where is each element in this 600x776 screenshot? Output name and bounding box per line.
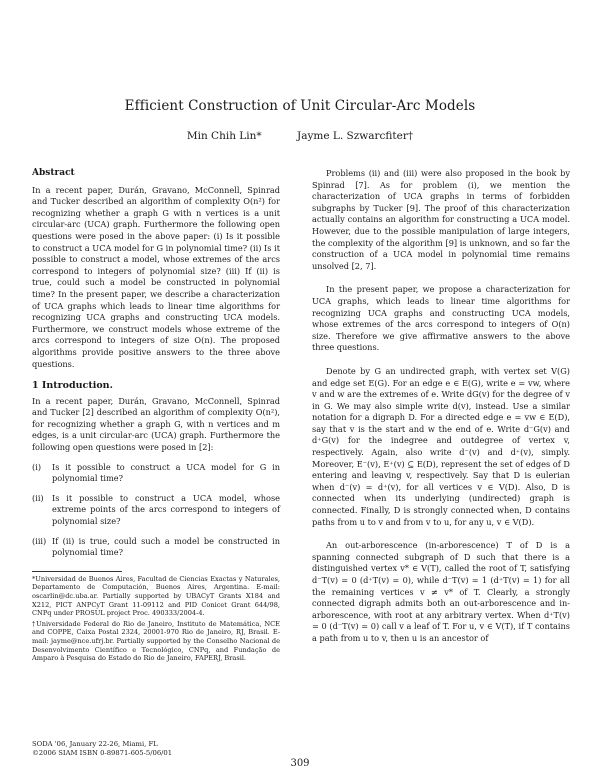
abstract-text: In a recent paper, Durán, Gravano, McConnell, Spinrad and Tucker described an algorithm of complexity O(n²) for recognizing whether a graph G with n vertices is a unit circular-arc (UCA) graph. Furthermore the following open questions were posed in the above paper: (i) Is it possible to construct a UCA model for G in polynomial time? (ii) Is it possible to construct a model, whose extremes of the arcs correspond to integers of polynomial size? (iii) If (ii) is true, could such a model be constructed in polynomial time? In the present paper, we describe a characterization of UCA graphs which leads to linear time algorithms for recognizing UCA graphs and constructing UCA models. Furthermore, we construct models whose extreme of the arcs correspond to integers of size O(n). The proposed algorithms provide positive answers to the three above questions.: [32, 184, 280, 369]
question-item: [32, 493, 280, 528]
page-number: 309: [290, 758, 310, 769]
intro-paragraph: In a recent paper, Durán, Gravano, McConnell, Spinrad and Tucker [2] described an algorithm of complexity O(n²), for recognizing whether a graph G, with n vertices and m edges, is a unit circular-arc (UCA) graph. Furthermore the following open questions were posed in [2]:: [32, 395, 280, 453]
question-item: [32, 536, 280, 559]
body-paragraph: Problems (ii) and (iii) were also proposed in the book by Spinrad [7]. As for problem (i), we mention the characterization of UCA graphs in terms of forbidden subgraphs by Tucker [9]. The proof of this characterization actually contains an algorithm for constructing a UCA model. However, due to the possible manipulation of large integers, the complexity of the algorithm [9] is unknown, and so far the construction of a UCA model in polynomial time remains unsolved [2, 7].: [312, 168, 570, 271]
footnote-divider: [32, 571, 122, 572]
body-paragraph: Denote by G an undirected graph, with vertex set V(G) and edge set E(G). For an edge e ∈ E(G), write e = vw, where v and w are the extremes of e. Write dG(v) for the degree of v in G. We may also simple write d(v), instead. Use a similar notation for a digraph D. For a directed edge e = vw ∈ E(D), say that v is the start and w the end of e. Write d⁻G(v) and d⁺G(v) for the indegree and outdegree of vertex v, respectively. Again, also write d⁻(v) and d⁺(v), simply. Moreover, E⁻(v), E⁺(v) ⊆ E(D), represent the set of edges of D entering and leaving v, respectively. Say that D is eulerian when d⁻(v) = d⁺(v), for all vertices v ∈ V(D). Also, D is connected when its underlying (undirected) graph is connected. Finally, D is strongly connected when, D contains paths from u to v and from v to u, for any u, v ∈ V(D).: [312, 365, 570, 527]
body-paragraph: In the present paper, we propose a characterization for UCA graphs, which leads to linear time algorithms for recognizing UCA graphs and constructing UCA models, whose extremes of the arcs correspond to integers of O(n) size. Therefore we give affirmative answers to the above three questions.: [312, 284, 570, 353]
author-2: Jayme L. Szwarcfiter†: [297, 130, 414, 142]
question-item: [32, 462, 280, 485]
body-paragraph: An out-arborescence (in-arborescence) T of D is a spanning connected subgraph of D such that there is a distinguished vertex v* ∈ V(T), called the root of T, satisfying d⁻T(v) = 0 (d⁺T(v) = 0), while d⁻T(v) = 1 (d⁺T(v) = 1) for all the remaining vertices v ≠ v* of T. Clearly, a strongly connected digraph admits both an out-arborescence and in-arborescence, with root at any arbitrary vertex. When d⁺T(v) = 0 (d⁻T(v) = 0) call v a leaf of T. For u, v ∈ V(T), if T contains a path from u to v, then u is an ancestor of: [312, 540, 570, 643]
author-line: [0, 130, 600, 142]
right-column: [312, 168, 570, 645]
paper-title: Efficient Construction of Unit Circular-Arc Models: [124, 98, 476, 114]
section-heading-introduction: 1 Introduction.: [32, 380, 113, 392]
author-1: Min Chih Lin*: [186, 130, 262, 142]
question-text: Is it possible to construct a UCA model for G in polynomial time?: [52, 461, 280, 484]
venue-line: SODA '06, January 22-26, Miami, FL: [32, 740, 158, 748]
abstract-heading: Abstract: [32, 168, 75, 178]
footnote-author-2: †Universidade Federal do Rio de Janeiro, Instituto de Matemática, NCE and COPPE, Caixa Postal 2324, 20001-970 Rio de Janeiro, RJ, Brasil. E-mail: jayme@nce.ufrj.br. Partially supported by the Conselho Nacional de Desenvolvimento Científico e Tecnológico, CNPq, and Fundação de Amparo à Pesquisa do Estado do Rio de Janeiro, FAPERJ, Brasil.: [32, 619, 280, 663]
question-number: (iii): [32, 535, 47, 546]
question-number: (ii): [32, 492, 44, 503]
question-text: If (ii) is true, could such a model be constructed in polynomial time?: [52, 535, 280, 558]
venue-info: [32, 740, 172, 758]
left-column: [32, 168, 280, 665]
question-number: (i): [32, 461, 42, 472]
copyright-line: ©2006 SIAM ISBN 0-89871-605-5/06/01: [32, 748, 173, 757]
question-text: Is it possible to construct a UCA model, whose extreme points of the arcs correspond to integers of polynomial size?: [52, 492, 280, 527]
footnote-author-1: *Universidad de Buenos Aires, Facultad de Ciencias Exactas y Naturales, Departamento de Computación, Buenos Aires, Argentina. E-mail: oscarlin@dc.uba.ar. Partially supported by UBACyT Grants X184 and X212, PICT ANPCyT Grant 11-09112 and PID Conicet Grant 644/98, CNPq under PROSUL project Proc. 490333/2004-4.: [32, 574, 280, 618]
